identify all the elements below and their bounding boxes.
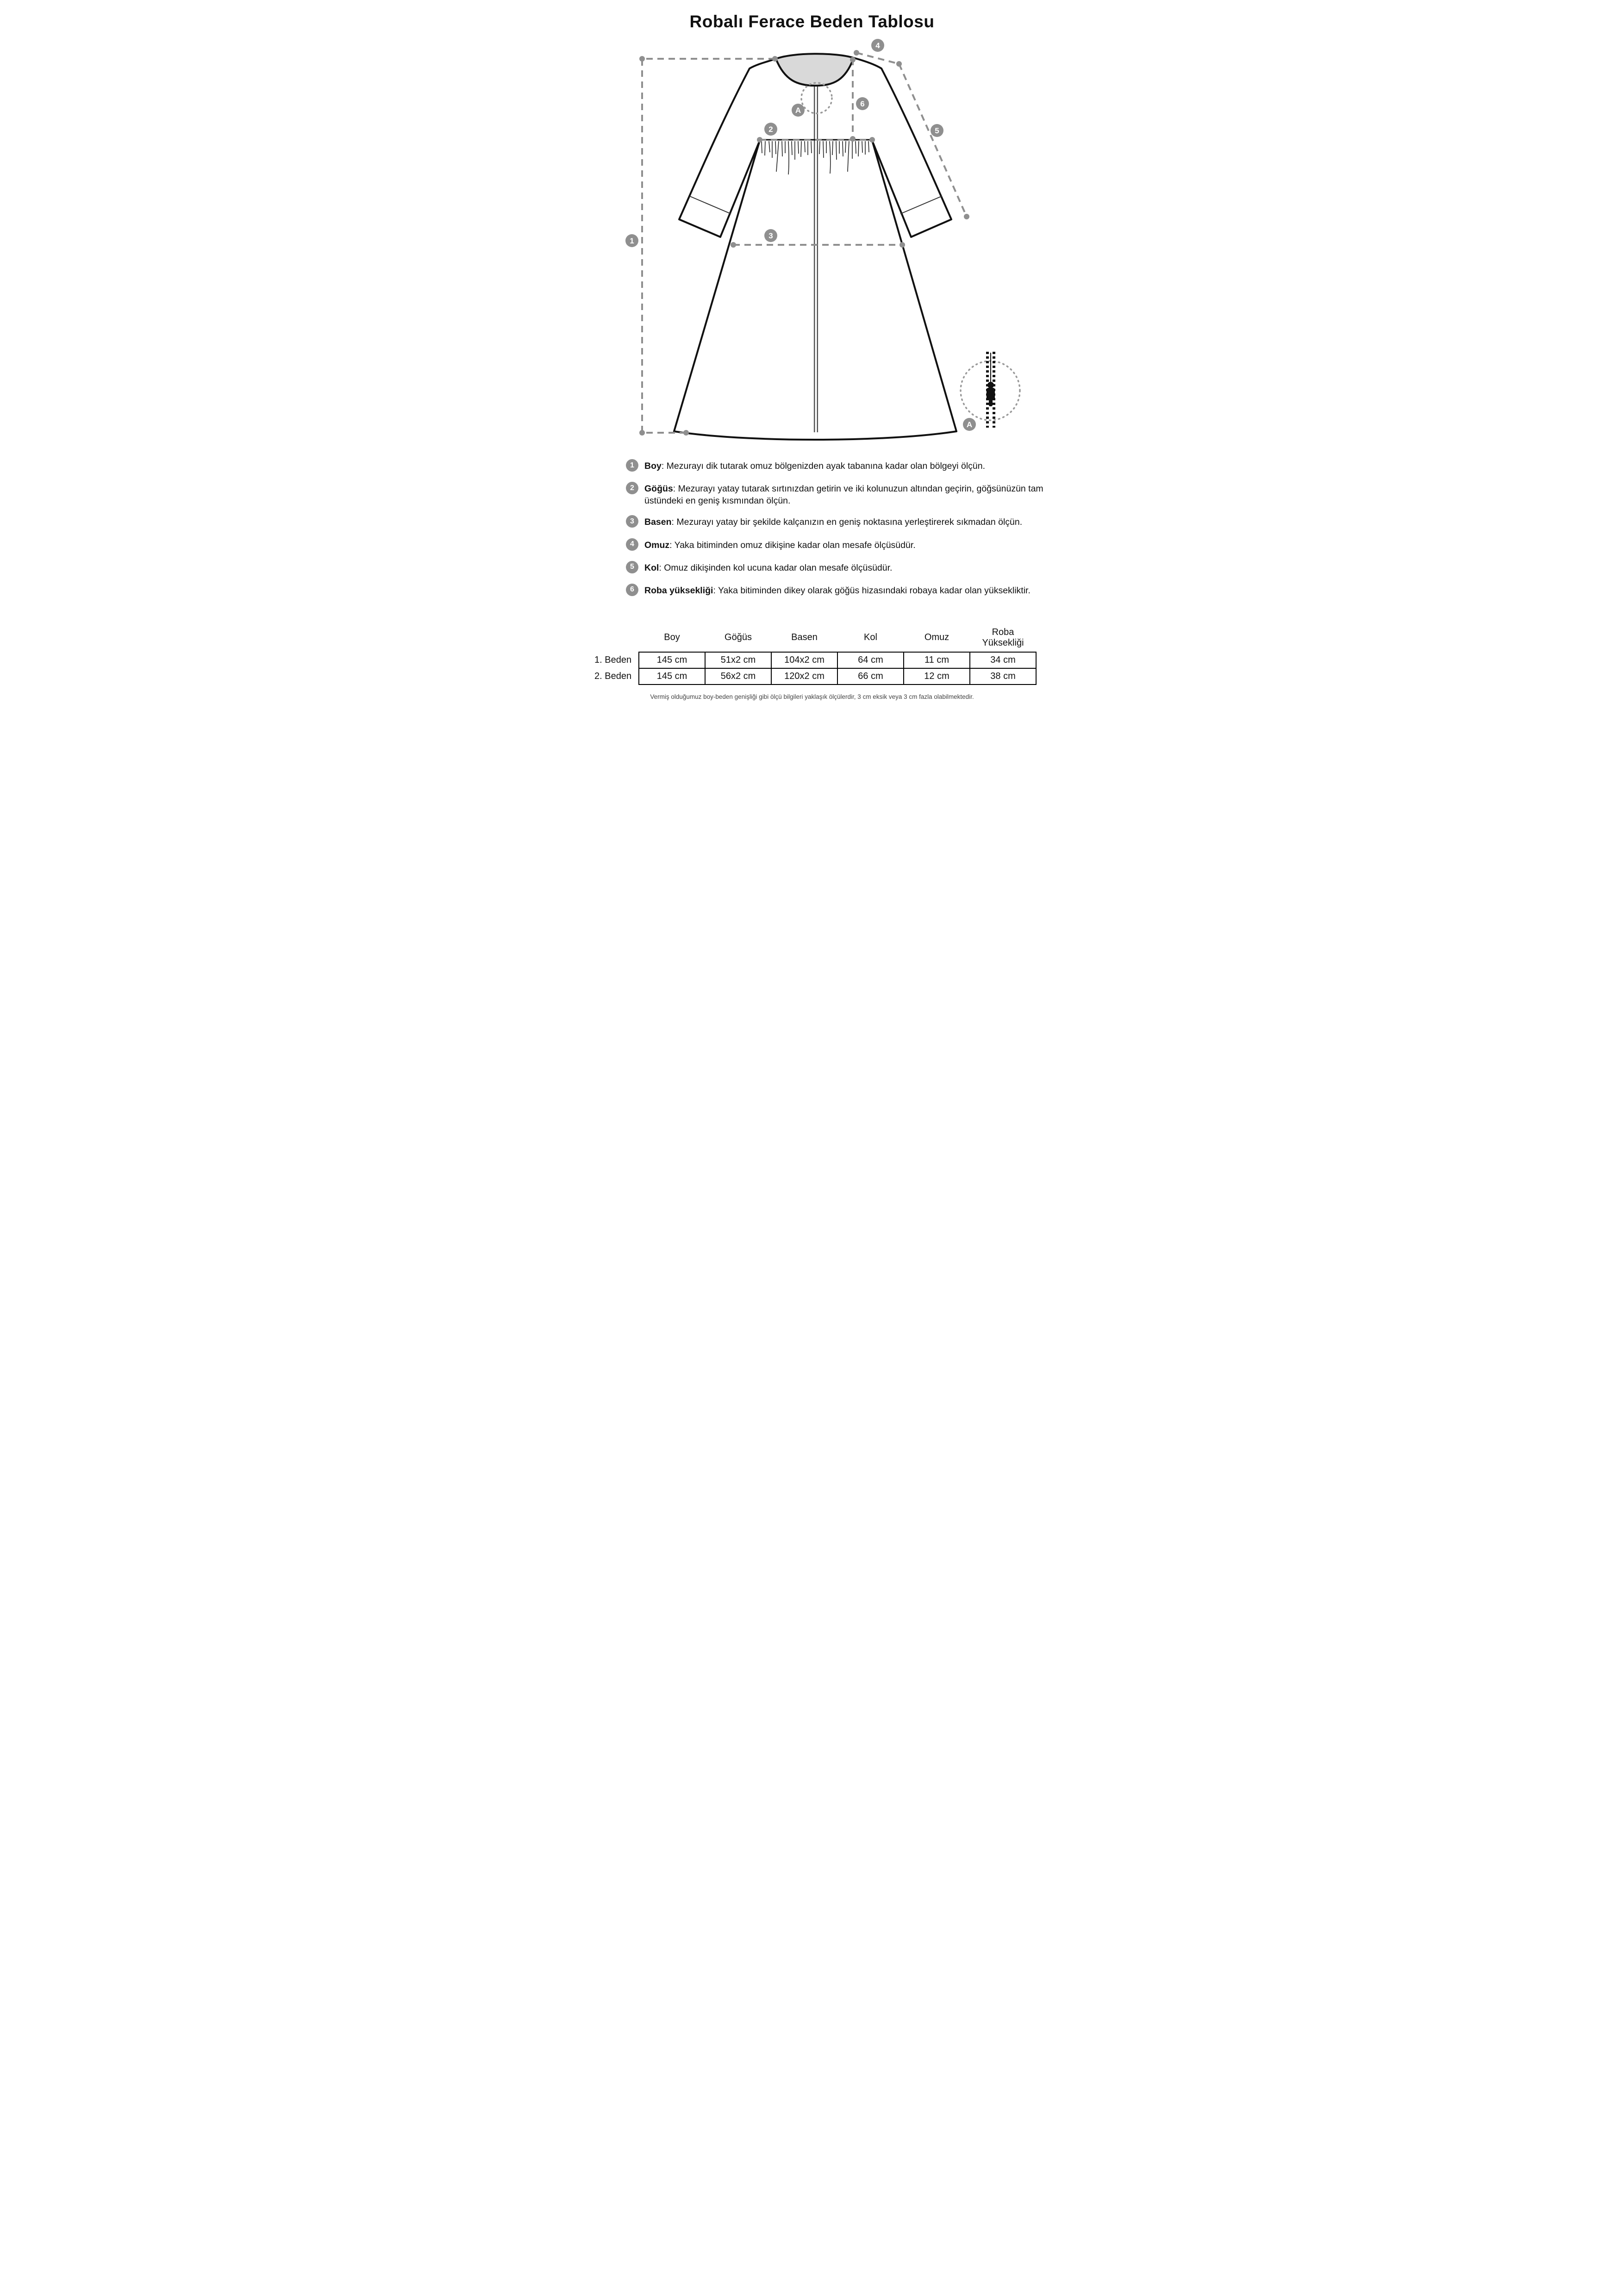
legend-desc: : Mezurayı dik tutarak omuz bölgenizden ayak tabanına kadar olan bölgeyi ölçün.: [661, 461, 986, 471]
table-header-row: [594, 626, 1036, 652]
cell-kol: 66 cm: [837, 668, 904, 684]
legend-item-boy: [626, 459, 1067, 472]
cell-kol: 64 cm: [837, 652, 904, 668]
table-header-empty: [594, 626, 639, 652]
legend-term: Göğüs: [644, 484, 673, 494]
cell-basen: 120x2 cm: [771, 668, 837, 684]
cell-gogus: 51x2 cm: [705, 652, 771, 668]
cell-basen: 104x2 cm: [771, 652, 837, 668]
svg-text:2: 2: [768, 125, 773, 134]
table-row-size2: [594, 668, 1036, 684]
table-header-kol: Kol: [864, 632, 877, 643]
svg-text:3: 3: [768, 231, 773, 240]
legend-item-gogus: [626, 482, 1067, 507]
table-header-roba: Roba Yüksekliği: [982, 627, 1024, 648]
marker-badge-2: [764, 123, 777, 136]
legend-badge: 1: [626, 459, 638, 472]
cell-omuz: 12 cm: [904, 668, 970, 684]
marker-badge-3: [764, 229, 777, 242]
cell-omuz: 11 cm: [904, 652, 970, 668]
detail-label-a-bottom: [963, 418, 976, 431]
garment-outline: [674, 54, 956, 440]
table-header-basen: Basen: [791, 632, 818, 643]
svg-text:5: 5: [935, 126, 939, 135]
row-label: 2. Beden: [594, 671, 632, 681]
legend-desc: : Mezurayı yatay bir şekilde kalçanızın en geniş noktasına yerleştirerek sıkmadan ölçün.: [671, 517, 1023, 528]
svg-text:1: 1: [630, 236, 634, 245]
cell-roba: 34 cm: [970, 652, 1036, 668]
marker-badge-5: [931, 124, 943, 137]
legend-desc: : Yaka bitiminden omuz dikişine kadar olan mesafe ölçüsüdür.: [669, 540, 916, 550]
legend-badge: 5: [626, 561, 638, 573]
svg-text:A: A: [966, 420, 973, 429]
svg-text:6: 6: [860, 100, 865, 108]
cell-roba: 38 cm: [970, 668, 1036, 684]
detail-label-a-top: [792, 104, 805, 117]
table-row-size1: [594, 652, 1036, 668]
legend-desc: : Mezurayı yatay tutarak sırtınızdan getirin ve iki kolunuzun altından geçirin, göğsünüzün tam üstündeki en geniş kısmından ölçün.: [644, 484, 1043, 506]
legend-item-basen: [626, 515, 1067, 528]
row-label: 1. Beden: [594, 654, 632, 665]
legend-term: Kol: [644, 562, 659, 573]
cell-gogus: 56x2 cm: [705, 668, 771, 684]
legend-term: Basen: [644, 517, 672, 528]
size-table: [594, 626, 1037, 685]
table-header-gogus: Göğüs: [725, 632, 752, 643]
size-chart-page: [557, 0, 1067, 725]
legend-badge: 4: [626, 538, 638, 551]
table-header-boy: Boy: [664, 632, 680, 643]
legend-term: Roba yüksekliği: [644, 585, 713, 596]
marker-badge-1: [625, 234, 638, 247]
legend-term: Boy: [644, 461, 662, 471]
garment-diagram: [557, 33, 1067, 445]
legend-badge: 6: [626, 584, 638, 596]
legend-badge: 2: [626, 482, 638, 494]
marker-badge-4: [871, 39, 884, 52]
legend-item-kol: [626, 561, 1067, 574]
legend-term: Omuz: [644, 540, 670, 550]
page-title: Robalı Ferace Beden Tablosu: [689, 12, 935, 31]
table-header-omuz: Omuz: [924, 632, 949, 643]
footer-note: Vermiş olduğumuz boy-beden genişliği gibi ölçü bilgileri yaklaşık ölçülerdir, 3 cm eksik veya 3 cm fazla olabilmektedir.: [650, 693, 974, 700]
cell-boy: 145 cm: [639, 652, 705, 668]
zipper-front: [814, 87, 818, 432]
zipper-detail: [987, 352, 995, 428]
legend-item-roba: [626, 584, 1067, 597]
marker-badge-6: [856, 97, 869, 110]
svg-text:A: A: [795, 106, 801, 115]
cell-boy: 145 cm: [639, 668, 705, 684]
legend-badge: 3: [626, 515, 638, 528]
legend-desc: : Omuz dikişinden kol ucuna kadar olan mesafe ölçüsüdür.: [659, 562, 893, 573]
legend-desc: : Yaka bitiminden dikey olarak göğüs hizasındaki robaya kadar olan yüksekliktir.: [713, 585, 1031, 596]
measurement-legend: [626, 459, 1067, 597]
legend-item-omuz: [626, 538, 1067, 551]
svg-text:4: 4: [875, 41, 880, 50]
